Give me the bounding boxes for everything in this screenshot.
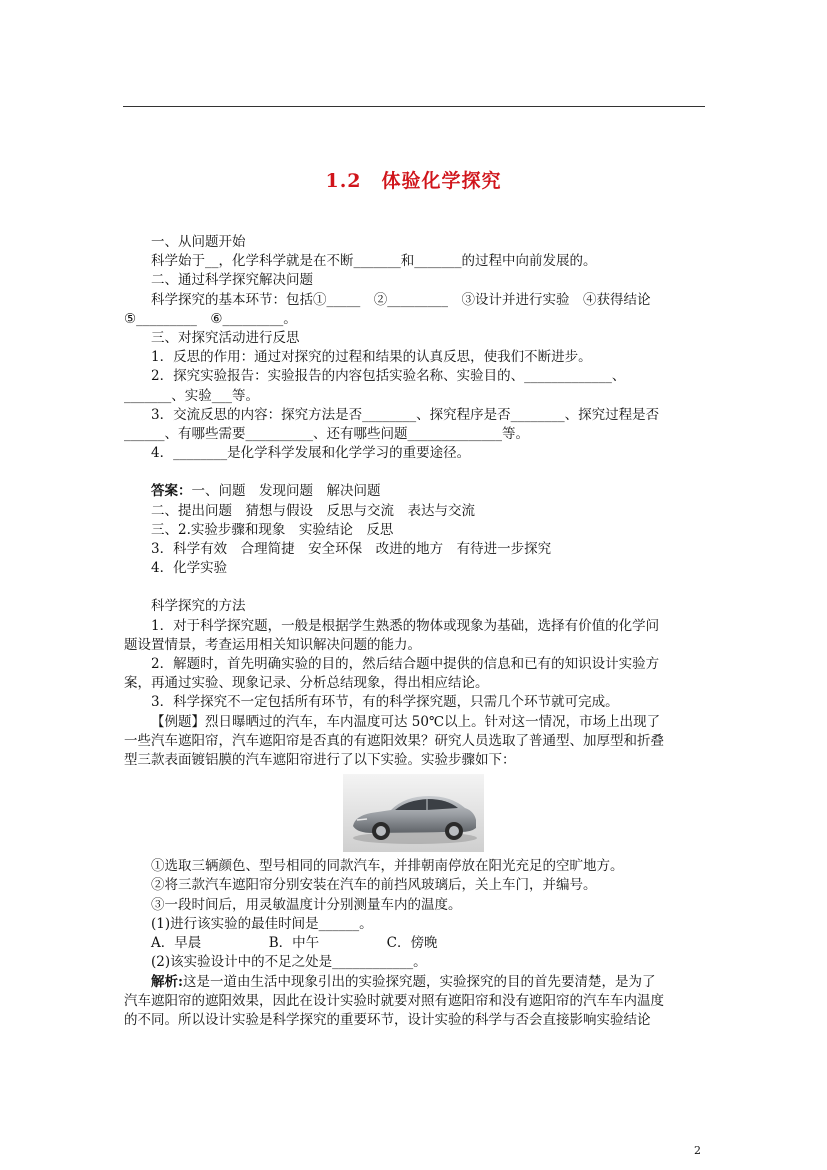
step-2: ②将三款汽车遮阳帘分别安装在汽车的前挡风玻璃后，关上车门，并编号。	[151, 877, 597, 894]
analysis-text-1: 这是一道由生活中现象引出的实验探究题，实验探究的目的首先要清楚，是为了	[182, 973, 656, 990]
q-line-5: ⑤_________ ⑥_________。	[124, 310, 297, 327]
page-title: 1.2 体验化学探究	[325, 170, 502, 192]
analysis-line-1	[124, 973, 702, 992]
q-line-12: 4．________是化学科学发展和化学学习的重要途径。	[151, 445, 471, 462]
q-line-1: 一、从问题开始	[151, 234, 246, 250]
car-photo	[343, 774, 484, 852]
answer-label: 答案：	[151, 483, 192, 500]
car-figure	[124, 774, 702, 852]
answer-line-1	[124, 482, 702, 501]
q-line-2: 科学始于__，化学科学就是在不断_______和_______的过程中向前发展的。	[151, 253, 597, 270]
spacer	[124, 578, 702, 597]
answer-line-4: 3．科学有效 合理简捷 安全环保 改进的地方 有待进一步探究	[151, 541, 552, 558]
q-line-10: 3．交流反思的内容：探究方法是否________、探究程序是否________、探究过程是否	[151, 406, 660, 423]
analysis-line-3: 的不同。所以设计实验是科学探究的重要环节，设计实验的科学与否会直接影响实验结论	[124, 1011, 651, 1028]
method-line-2a: 2．解题时，首先明确实验的目的，然后结合题中提供的信息和已有的知识设计实验方	[151, 656, 660, 673]
q-line-4: 科学探究的基本环节：包括①_____ ②_________ ③设计并进行实验 ④获得结论	[151, 291, 651, 308]
page-number: 2	[694, 1144, 701, 1157]
document-body	[124, 233, 702, 1030]
analysis-label: 解析:	[151, 973, 183, 990]
answer-line-2: 二、提出问题 猜想与假设 反思与交流 表达与交流	[151, 502, 475, 519]
q-line-3: 二、通过科学探究解决问题	[151, 272, 313, 289]
q-line-6: 三、对探究活动进行反思	[151, 330, 300, 347]
question-1-options: A．早晨 B．中午 C．傍晚	[151, 935, 438, 952]
q-line-9: _______、实验___等。	[124, 387, 259, 404]
step-1: ①选取三辆颜色、型号相同的同款汽车，并排朝南停放在阳光充足的空旷地方。	[151, 858, 624, 875]
answer-text-1: 一、问题 发现问题 解决问题	[191, 483, 381, 500]
spacer	[124, 463, 702, 482]
method-line-2b: 案，再通过实验、现象记录、分析总结现象，得出相应结论。	[124, 675, 489, 692]
q-line-8: 2．探究实验报告：实验报告的内容包括实验名称、实验目的、_____________、	[151, 368, 626, 385]
question-2: (2)该实验设计中的不足之处是____________。	[151, 954, 427, 971]
header-rule	[123, 106, 705, 107]
example-line-3: 型三款表面镀铝膜的汽车遮阳帘进行了以下实验。实验步骤如下：	[124, 752, 516, 769]
q-line-7: 1．反思的作用：通过对探究的过程和结果的认真反思，使我们不断进步。	[151, 349, 592, 366]
q-line-11: ______、有哪些需要__________、还有哪些问题______________等。	[124, 426, 529, 443]
method-line-1b: 题设置情景，考查运用相关知识解决问题的能力。	[124, 636, 421, 653]
example-line-2: 一些汽车遮阳帘，汽车遮阳帘是否真的有遮阳效果？研究人员选取了普通型、加厚型和折叠	[124, 732, 664, 749]
answer-line-5: 4．化学实验	[151, 560, 228, 577]
answer-line-3: 三、2.实验步骤和现象 实验结论 反思	[151, 521, 394, 538]
method-heading: 科学探究的方法	[151, 598, 246, 615]
analysis-line-2: 汽车遮阳帘的遮阳效果，因此在设计实验时就要对照有遮阳帘和没有遮阳帘的汽车车内温度	[124, 992, 664, 1009]
step-3: ③一段时间后，用灵敏温度计分别测量车内的温度。	[151, 896, 462, 913]
method-line-1a: 1．对于科学探究题，一般是根据学生熟悉的物体或现象为基础，选择有价值的化学问	[151, 617, 660, 634]
question-1: (1)进行该实验的最佳时间是______。	[151, 915, 373, 932]
method-line-3: 3．科学探究不一定包括所有环节，有的科学探究题，只需几个环节就可完成。	[151, 694, 619, 711]
example-line-1: 【例题】烈日曝晒过的汽车，车内温度可达 50℃以上。针对这一情况，市场上出现了	[151, 713, 661, 730]
